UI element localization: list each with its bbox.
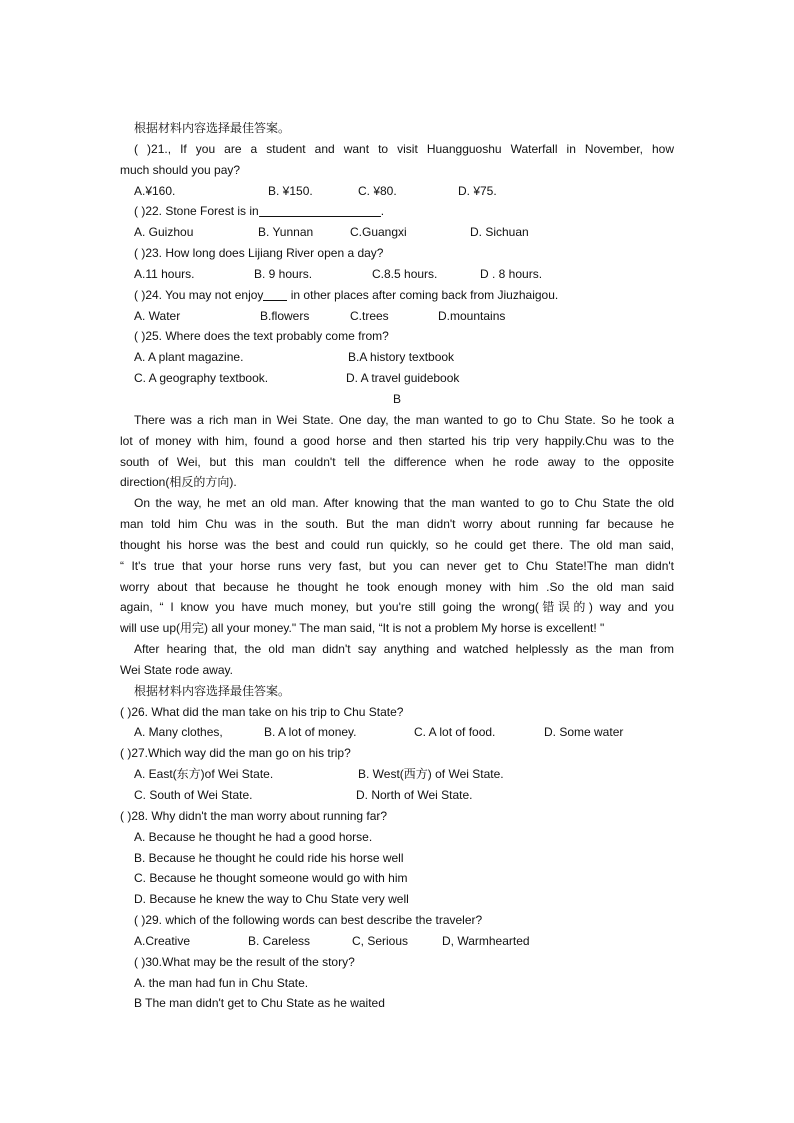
q21-option-b[interactable]: B. ¥150.	[268, 183, 313, 198]
q25-option-b[interactable]: B.A history textbook	[348, 350, 455, 365]
q29-option-c[interactable]: C, Serious	[352, 933, 409, 948]
q24-stem-text: ( )24. You may not enjoy	[134, 287, 264, 302]
q25-option-c[interactable]: C. A geography textbook.	[134, 371, 269, 386]
passage-line: Wei State rode away.	[120, 662, 233, 677]
q22-option-c[interactable]: C.Guangxi	[350, 225, 407, 240]
q27-option-d[interactable]: D. North of Wei State.	[356, 788, 473, 802]
passage-line: will use up(用完) all your money." The man said, “It is not a problem My horse is excellent! "	[120, 621, 605, 636]
q29-option-d[interactable]: D, Warmhearted	[442, 933, 530, 948]
q30-option-a[interactable]: A. the man had fun in Chu State.	[134, 975, 309, 990]
passage-line: south of Wei, but this man couldn't tell the difference when he rode away to the opposite	[120, 454, 674, 469]
q22-option-a[interactable]: A. Guizhou	[134, 225, 194, 240]
q21-options	[120, 181, 674, 202]
q24-option-d[interactable]: D.mountains	[438, 308, 506, 323]
q23-option-c[interactable]: C.8.5 hours.	[372, 266, 438, 281]
q21-stem-line2: much should you pay?	[120, 162, 241, 177]
q29-option-a[interactable]: A.Creative	[134, 933, 191, 948]
q22-answer-blank[interactable]	[259, 203, 381, 217]
passage-line: man told him Chu was in the south. But the man didn't worry about running far because he	[120, 517, 674, 532]
q24-option-a[interactable]: A. Water	[134, 308, 181, 323]
q27-option-a[interactable]: A. East(东方)of Wei State.	[134, 767, 274, 782]
q26-option-a[interactable]: A. Many clothes,	[134, 725, 223, 740]
q24-stem	[120, 285, 674, 306]
q22-stem	[120, 201, 674, 222]
passage-line: worry about that because he thought he took enough money with him .So the old man said	[120, 579, 674, 594]
q29-options	[120, 931, 674, 952]
document-page	[120, 118, 674, 1014]
q23-option-d[interactable]: D . 8 hours.	[480, 266, 543, 281]
q23-stem: ( )23. How long does Lijiang River open a day?	[134, 246, 384, 261]
q25-option-d[interactable]: D. A travel guidebook	[346, 371, 460, 386]
passage-line: lot of money with him, found a good horse and then started his trip very happily.Chu was to the	[120, 433, 674, 448]
passage-line: On the way, he met an old man. After knowing that the man wanted to go to Chu State the old	[134, 496, 674, 511]
passage-line: “ It's true that your horse runs very fast, but you can never get to Chu State!The man didn't	[120, 558, 674, 573]
passage-line: again, “ I know you have much money, but you're still going the wrong(错误的) way and you	[120, 600, 674, 615]
q26-option-c[interactable]: C. A lot of food.	[414, 725, 496, 740]
q22-option-b[interactable]: B. Yunnan	[258, 225, 314, 240]
q29-option-b[interactable]: B. Careless	[248, 933, 311, 948]
q21-option-a[interactable]: A.¥160.	[134, 183, 176, 198]
q24-options	[120, 306, 674, 327]
instruction-a: 根据材料内容选择最佳答案。	[134, 121, 291, 135]
q21-option-c[interactable]: C. ¥80.	[358, 183, 397, 198]
q27-options-row2	[120, 785, 674, 806]
q25-option-a[interactable]: A. A plant magazine.	[134, 350, 244, 365]
q26-option-d[interactable]: D. Some water	[544, 725, 624, 740]
q25-stem: ( )25. Where does the text probably come from?	[134, 329, 389, 344]
q25-options-row1	[120, 347, 674, 368]
q28-option-a[interactable]: A. Because he thought he had a good horse.	[134, 829, 373, 844]
q27-options-row1	[120, 764, 674, 785]
q27-option-b[interactable]: B. West(西方) of Wei State.	[358, 767, 504, 782]
passage-line: direction(相反的方向).	[120, 475, 237, 490]
q24-answer-blank[interactable]	[263, 287, 287, 301]
q26-stem: ( )26. What did the man take on his trip to Chu State?	[120, 704, 404, 719]
q23-options	[120, 264, 674, 285]
q22-stem-end: .	[380, 204, 385, 219]
q21-option-d[interactable]: D. ¥75.	[458, 183, 497, 198]
q27-stem: ( )27.Which way did the man go on his trip?	[120, 746, 351, 761]
q25-options-row2	[120, 368, 674, 389]
q30-stem: ( )30.What may be the result of the story?	[134, 954, 355, 969]
q27-option-c[interactable]: C. South of Wei State.	[134, 788, 253, 802]
q26-option-b[interactable]: B. A lot of money.	[264, 725, 357, 740]
passage-line: There was a rich man in Wei State. One day, the man wanted to go to Chu State. So he took a	[134, 412, 674, 427]
q23-option-a[interactable]: A.11 hours.	[134, 266, 195, 281]
passage-line: After hearing that, the old man didn't say anything and watched helplessly as the man from	[134, 642, 674, 657]
q28-option-d[interactable]: D. Because he knew the way to Chu State very well	[134, 892, 409, 907]
q28-option-c[interactable]: C. Because he thought someone would go with him	[134, 871, 408, 886]
q24-option-c[interactable]: C.trees	[350, 308, 389, 323]
q22-options	[120, 222, 674, 243]
q24-stem-end: in other places after coming back from Jiuzhaigou.	[287, 287, 559, 302]
section-b-label: B	[392, 391, 401, 406]
q29-stem: ( )29. which of the following words can best describe the traveler?	[134, 913, 483, 928]
q23-option-b[interactable]: B. 9 hours.	[254, 266, 313, 281]
passage-line: thought his horse was the best and could run quickly, so he could get there. The old man said,	[120, 537, 674, 552]
instruction-b: 根据材料内容选择最佳答案。	[134, 683, 291, 698]
q28-option-b[interactable]: B. Because he thought he could ride his horse well	[134, 850, 404, 865]
q28-stem: ( )28. Why didn't the man worry about running far?	[120, 808, 388, 823]
q21-stem-line1: ( )21., If you are a student and want to visit Huangguoshu Waterfall in November, how	[134, 141, 674, 156]
q30-option-b[interactable]: B The man didn't get to Chu State as he waited	[134, 996, 385, 1011]
q26-options	[120, 722, 674, 743]
q22-stem-text: ( )22. Stone Forest is in	[134, 204, 259, 219]
q22-option-d[interactable]: D. Sichuan	[470, 225, 529, 240]
q24-option-b[interactable]: B.flowers	[260, 308, 310, 323]
